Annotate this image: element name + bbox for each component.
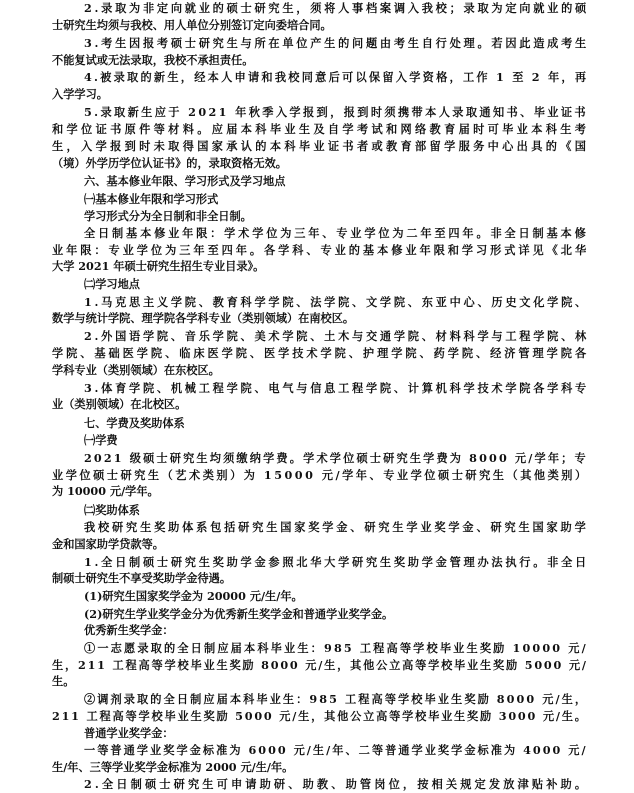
- text-line: 普通学业奖学金：: [84, 726, 174, 740]
- text-line: 为 10000 元/学年。: [52, 484, 159, 498]
- text-line: 3.考生因报考硕士研究生与所在单位产生的问题由考生自行处理。若因此造成考生: [84, 36, 589, 50]
- text-line: ①一志愿录取的全日制应届本科毕业生：985 工程高等学校毕业生奖励 10000 元/: [84, 641, 588, 655]
- text-line: 入学学习。: [52, 87, 108, 101]
- text-line: 制硕士研究生不享受奖助学金待遇。: [52, 571, 232, 585]
- text-line: ㈡奖助体系: [84, 503, 140, 517]
- text-line: 业学位硕士研究生（艺术类别）为 15000 元/学年、专业学位硕士研究生（其他类别）: [52, 468, 589, 482]
- text-line: 大学 2021 年硕士研究生招生专业目录》。: [52, 259, 265, 273]
- text-line: 业年限：专业学位为三年至四年。各学科、专业的基本修业年限和学习形式详见《北华: [52, 243, 590, 257]
- text-line: 211 工程高等学校毕业生奖励 5000 元/生，其他公立高等学校毕业生奖励 3000 元/生。: [52, 709, 588, 723]
- text-line: (1)研究生国家奖学金为 20000 元/生/年。: [84, 589, 303, 603]
- text-line: 2.全日制硕士研究生可申请助研、助教、助管岗位，按相关规定发放津贴补助。: [84, 777, 590, 791]
- text-line: 生，入学报到时未取得国家承认的本科毕业证书者或教育部留学服务中心出具的《国: [52, 139, 590, 153]
- text-line: ㈠学费: [84, 433, 118, 447]
- text-line: 优秀新生奖学金：: [84, 623, 174, 637]
- text-line: 3.体育学院、机械工程学院、电气与信息工程学院、计算机科学技术学院各学科专: [84, 381, 589, 395]
- text-line: 1.马克思主义学院、教育科学学院、法学院、文学院、东亚中心、历史文化学院、: [84, 295, 589, 309]
- text-line: 我校研究生奖助体系包括研究生国家奖学金、研究生学业奖学金、研究生国家助学: [84, 520, 589, 534]
- text-line: 学科专业（类别领域）在东校区。: [52, 363, 220, 377]
- text-line: 学院、基础医学院、临床医学院、医学技术学院、护理学院、药学院、经济管理学院各: [52, 346, 590, 360]
- text-line: 2.录取为非定向就业的硕士研究生，须将人事档案调入我校；录取为定向就业的硕: [84, 1, 589, 15]
- text-line: 和学位证书原件等材料。应届本科毕业生及自学考试和网络教育届时可毕业本科生考: [52, 122, 590, 136]
- text-line: ㈡学习地点: [84, 277, 140, 291]
- text-line: （境）外学历学位认证书》的，录取资格无效。: [52, 156, 287, 170]
- text-line: 生，211 工程高等学校毕业生奖励 8000 元/生，其他公立高等学校毕业生奖励 5000 元/: [52, 658, 588, 672]
- text-line: ②调剂录取的全日制应届本科毕业生：985 工程高等学校毕业生奖励 8000 元/生，: [84, 692, 589, 706]
- text-line: 不能复试或无法录取，我校不承担责任。: [52, 53, 254, 67]
- text-line: 4.被录取的新生，经本人申请和我校同意后可以保留入学资格，工作 1 至 2 年，再: [84, 70, 589, 84]
- text-line: 生。: [52, 674, 75, 688]
- text-line: 生/年、三等学业奖学金标准为 2000 元/生/年。: [52, 760, 294, 774]
- text-line: 金和国家助学贷款等。: [52, 537, 164, 551]
- text-line: ㈠基本修业年限和学习形式: [84, 192, 219, 206]
- text-line: 5.录取新生应于 2021 年秋季入学报到，报到时须携带本人录取通知书、毕业证书: [84, 105, 588, 119]
- text-line: (2)研究生学业奖学金分为优秀新生奖学金和普通学业奖学金。: [84, 607, 394, 621]
- text-line: 士研究生均须与我校、用人单位分别签订定向委培合同。: [52, 18, 332, 32]
- text-line: 全日制基本修业年限：学术学位为三年、专业学位为二年至四年。非全日制基本修: [84, 226, 589, 240]
- text-line: 六、基本修业年限、学习形式及学习地点: [84, 174, 286, 188]
- text-line: 七、学费及奖助体系: [84, 416, 185, 430]
- text-line: 2.外国语学院、音乐学院、美术学院、土木与交通学院、材料科学与工程学院、林: [84, 329, 589, 343]
- text-line: 1.全日制硕士研究生奖助学金参照北华大学研究生奖助学金管理办法执行。非全日: [84, 555, 589, 569]
- text-line: 2021 级硕士研究生均须缴纳学费。学术学位硕士研究生学费为 8000 元/学年；专: [84, 451, 588, 465]
- text-line: 数学与统计学院、理学院各学科专业（类别领域）在南校区。: [52, 311, 355, 325]
- text-line: 业（类别领域）在北校区。: [52, 397, 187, 411]
- text-line: 学习形式分为全日制和非全日制。: [84, 209, 252, 223]
- text-line: 一等普通学业奖学金标准为 6000 元/生/年、二等普通学业奖学金标准为 4000 元/: [84, 743, 588, 757]
